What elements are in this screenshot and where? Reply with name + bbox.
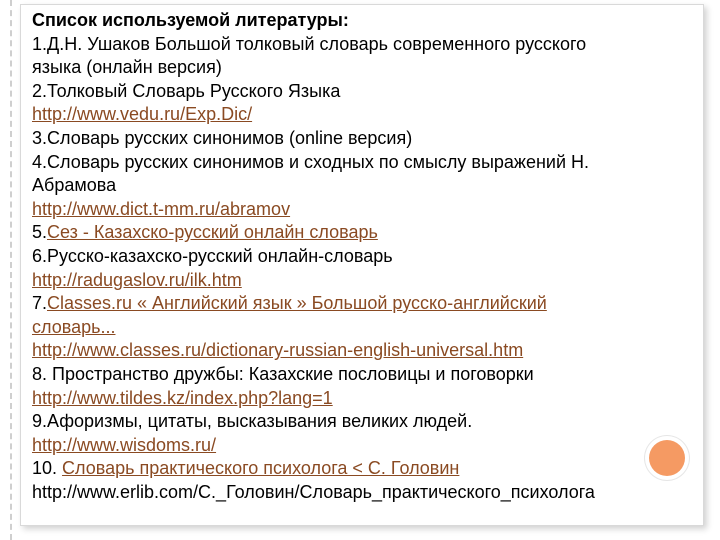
entry-7-number: 7. [32,293,48,314]
entry-1-line-2: языка (онлайн версия) [32,57,222,78]
entry-7-url[interactable]: http://www.classes.ru/dictionary-russian-english-universal.htm [32,340,524,361]
entry-4-line-2: Абрамова [32,175,117,196]
entry-4-link[interactable]: http://www.dict.t-mm.ru/abramov [32,198,291,219]
left-dashed-rule [10,0,12,540]
decorative-circle [649,440,685,476]
entry-10-url: http://www.erlib.com/С._Головин/Словарь_практического_психолога [32,481,595,502]
entry-2-title: 2.Толковый Словарь Русского Языка [32,80,341,101]
entry-2-link[interactable]: http://www.vedu.ru/Exp.Dic/ [32,104,253,125]
entry-10-link[interactable]: Словарь практического психолога < С. Головин [62,458,460,479]
entry-7-link[interactable]: Classes.ru « Английский язык » Большой русско-английский [47,293,547,314]
bibliography-heading: Список используемой литературы: [32,10,349,30]
entry-7-link-continued[interactable]: словарь... [32,316,116,337]
entry-7 [32,292,662,316]
entry-5-number: 5. [32,222,48,243]
entry-6-link[interactable]: http://radugaslov.ru/ilk.htm [32,269,242,290]
entry-9-link[interactable]: http://www.wisdoms.ru/ [32,434,217,455]
entry-8-title: 8. Пространство дружбы: Казахские пословицы и поговорки [32,363,534,384]
entry-9-title: 9.Афоризмы, цитаты, высказывания великих людей. [32,411,473,432]
entry-4-line-1: 4.Словарь русских синонимов и сходных по смыслу выражений Н. [32,151,590,172]
bibliography-list [32,9,662,504]
entry-5 [32,221,662,245]
entry-8-link[interactable]: http://www.tildes.kz/index.php?lang=1 [32,387,333,408]
entry-6-title: 6.Русско-казахско-русский онлайн-словарь [32,245,393,266]
entry-10 [32,457,662,481]
entry-1-line-1: 1.Д.Н. Ушаков Большой толковый словарь современного русского [32,33,587,54]
entry-3-title: 3.Словарь русских синонимов (online версия) [32,127,413,148]
entry-5-link[interactable]: Сез - Казахско-русский онлайн словарь [47,222,378,243]
entry-10-number: 10. [32,458,63,479]
